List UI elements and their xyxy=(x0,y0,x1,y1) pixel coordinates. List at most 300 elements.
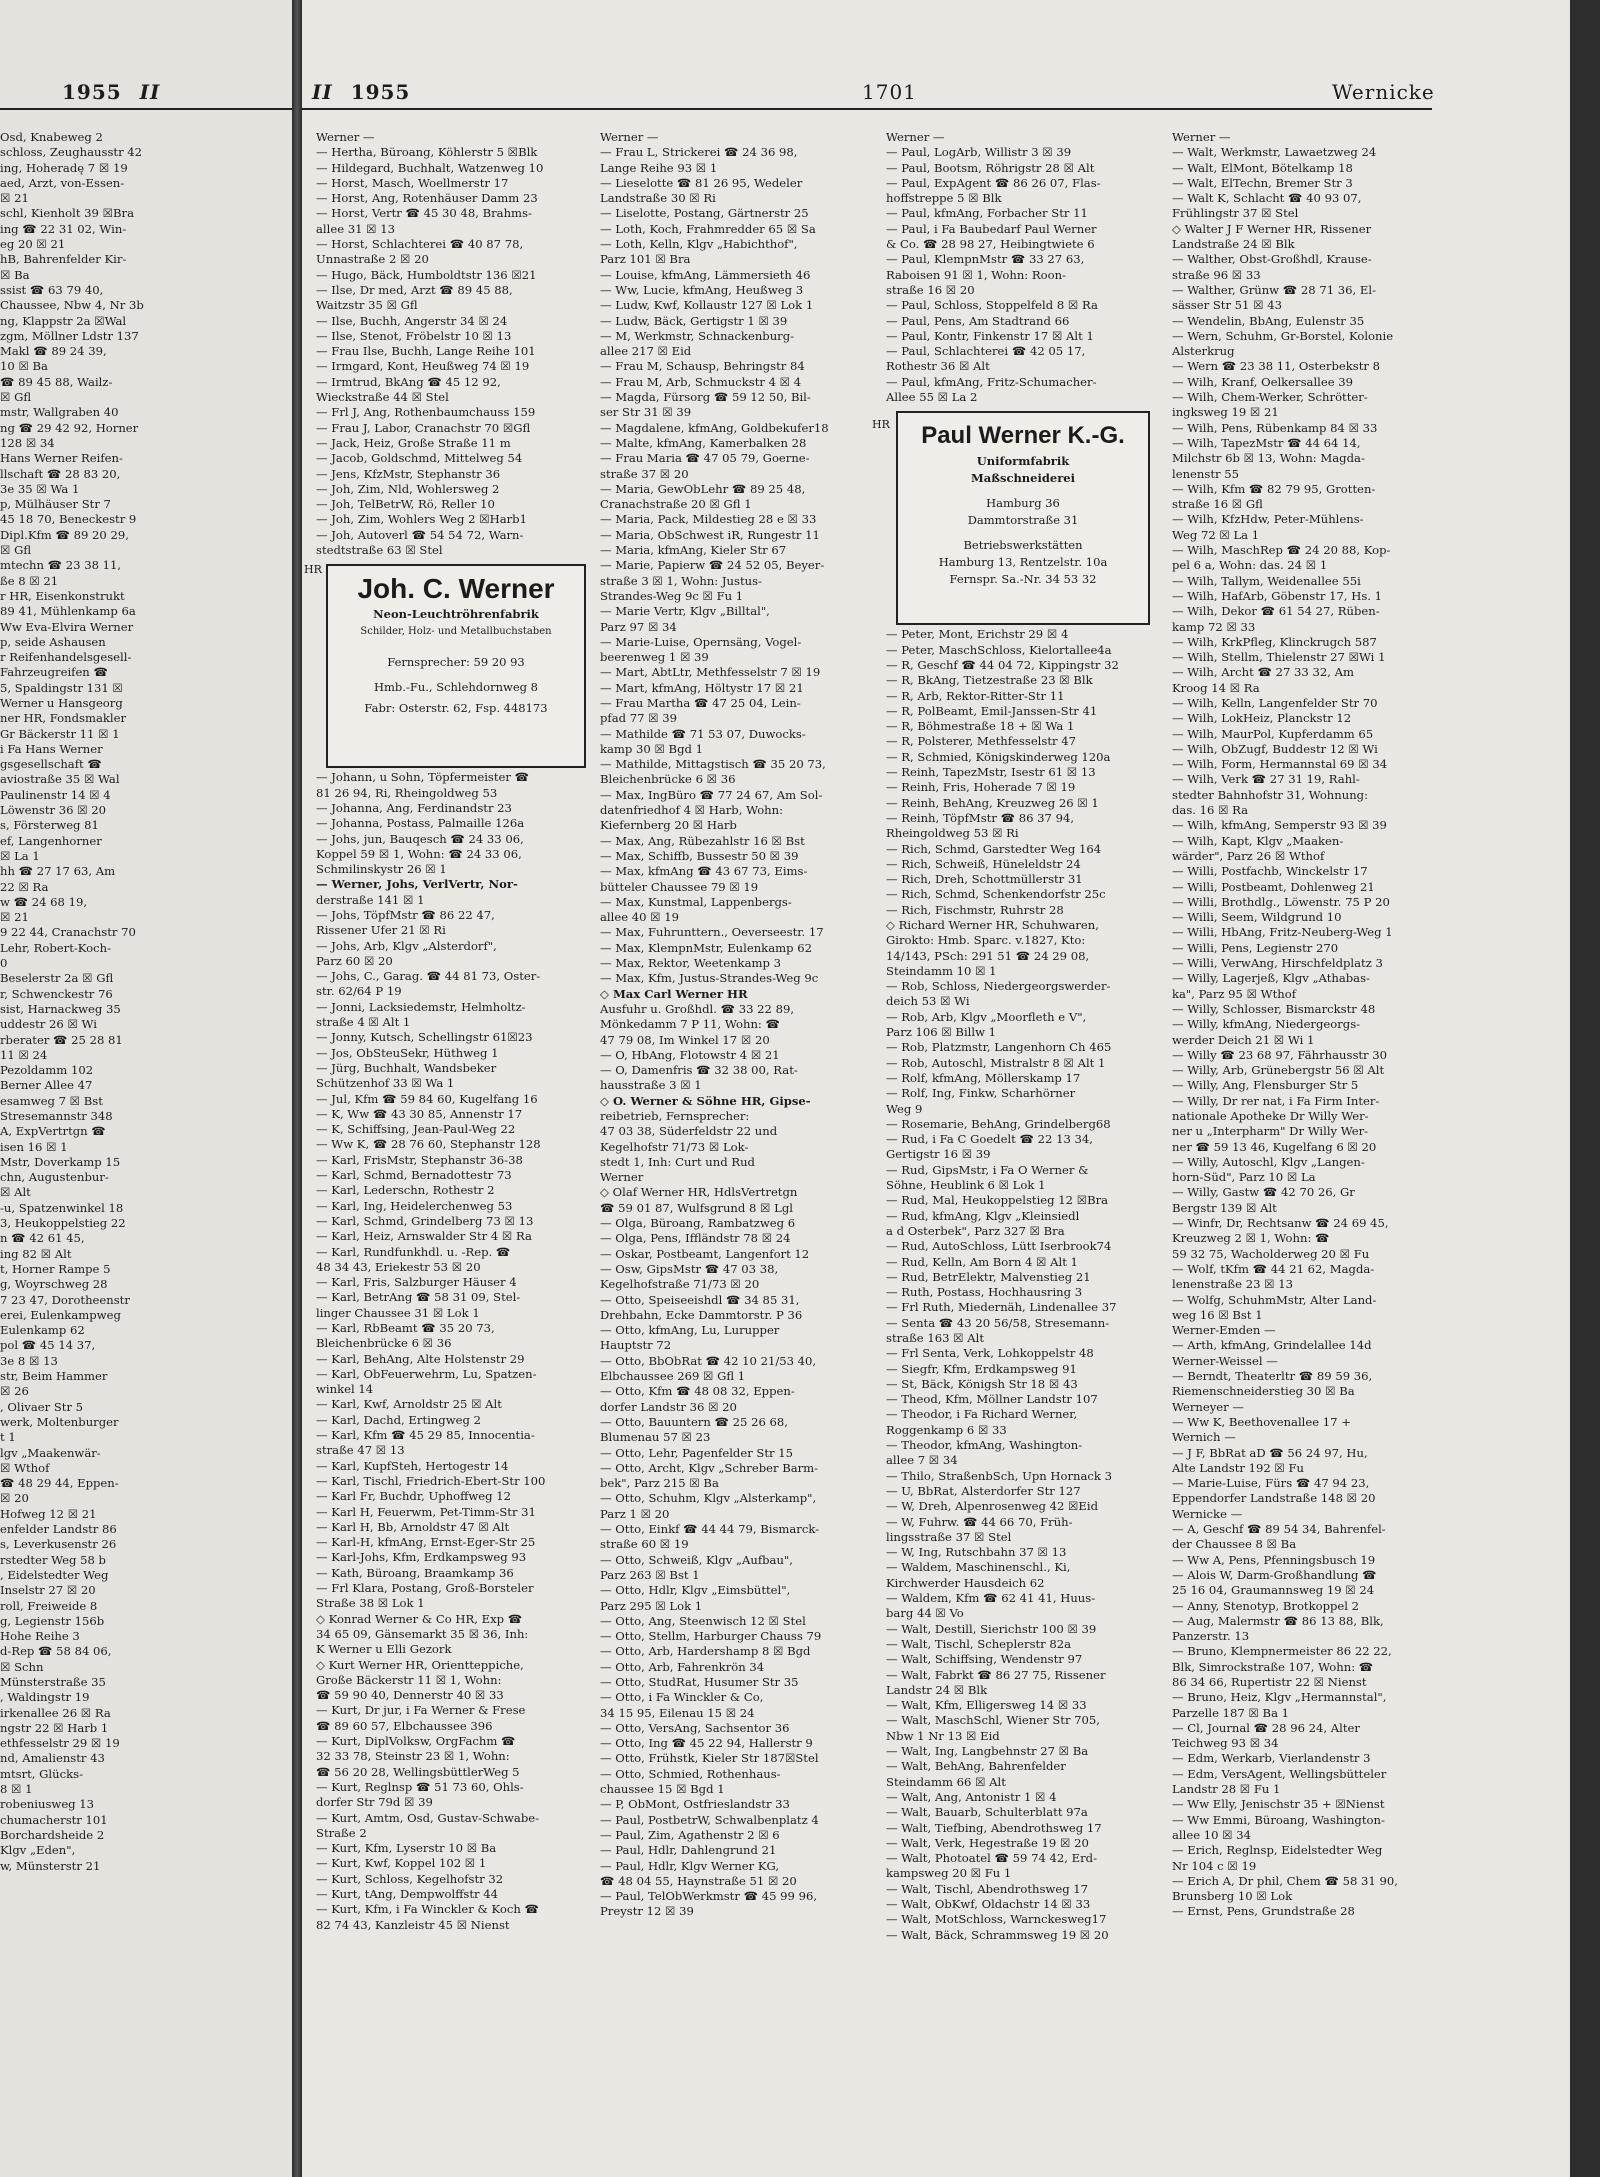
directory-entry: — Frl Ruth, Miedernäh, Lindenallee 37 xyxy=(886,1300,1117,1315)
directory-entry: — Willy ☎ 23 68 97, Fährhausstr 30 xyxy=(1172,1047,1388,1062)
directory-entry: Borchardsheide 2 xyxy=(0,1827,105,1842)
directory-entry: — Otto, Stellm, Harburger Chauss 79 xyxy=(600,1629,822,1644)
directory-entry: Osd, Knabeweg 2 xyxy=(0,130,103,144)
directory-entry: Preystr 12 ☒ 39 xyxy=(600,1904,694,1919)
directory-entry: schl, Kienholt 39 ☒Bra xyxy=(0,206,134,221)
directory-entry: lgv „Maakenwär- xyxy=(0,1445,101,1460)
directory-entry: — Marie-Luise, Fürs ☎ 47 94 23, xyxy=(1172,1476,1370,1491)
directory-entry: — Ludw, Bäck, Gertigstr 1 ☒ 39 xyxy=(600,313,788,328)
directory-entry: 11 ☒ 24 xyxy=(0,1047,48,1062)
directory-entry: — Willi, Postfachb, Winckelstr 17 xyxy=(1172,864,1368,879)
directory-entry: ingksweg 19 ☒ 21 xyxy=(1172,405,1279,420)
directory-entry: straße 37 ☒ 20 xyxy=(600,466,689,481)
directory-entry: horn-Süd", Parz 10 ☒ La xyxy=(1172,1170,1316,1185)
directory-entry: — Walt, Fabrkt ☎ 86 27 75, Rissener xyxy=(886,1667,1106,1682)
directory-entry: — Senta ☎ 43 20 56/58, Stresemann- xyxy=(886,1315,1110,1330)
directory-entry: — Wern ☎ 23 38 11, Osterbekstr 8 xyxy=(1172,359,1380,374)
directory-entry: — R, Arb, Rektor-Ritter-Str 11 xyxy=(886,688,1065,703)
directory-entry: — Frau J, Labor, Cranachstr 70 ☒Gfl xyxy=(316,420,531,435)
directory-entry: ☒ 21 xyxy=(0,910,29,925)
directory-entry: allee 10 ☒ 34 xyxy=(1172,1827,1252,1842)
directory-entry: — Rob, Schloss, Niedergeorgswerder- xyxy=(886,979,1111,994)
directory-entry: — Karl, Lederschn, Rothestr 2 xyxy=(316,1183,495,1198)
directory-entry: — Max, Ang, Rübezahlstr 16 ☒ Bst xyxy=(600,833,805,848)
directory-entry: ☒ Ba xyxy=(0,267,30,282)
book-gutter xyxy=(292,0,302,2177)
directory-entry: ◇ Konrad Werner & Co HR, Exp ☎ xyxy=(316,1611,523,1626)
directory-entry: Hohe Reihe 3 xyxy=(0,1629,80,1644)
directory-entry: ing 82 ☒ Alt xyxy=(0,1246,72,1261)
directory-entry: Schmilinskystr 26 ☒ 1 xyxy=(316,862,447,877)
directory-entry: Werner — xyxy=(600,130,659,144)
directory-entry: — St, Bäck, Königsh Str 18 ☒ 43 xyxy=(886,1376,1078,1391)
directory-entry: t, Horner Rampe 5 xyxy=(0,1261,111,1276)
directory-entry: — Peter, Mont, Erichstr 29 ☒ 4 xyxy=(886,627,1069,642)
directory-entry: Bleichenbrücke 6 ☒ 36 xyxy=(316,1336,452,1351)
ad-joh-c-werner-line4: Hmb.-Fu., Schlehdornweg 8 xyxy=(374,680,538,695)
directory-entry: straße 4 ☒ Alt 1 xyxy=(316,1015,411,1030)
directory-entry: — Theodor, kfmAng, Washington- xyxy=(886,1438,1083,1453)
directory-entry: — Karl, Schmd, Bernadottestr 73 xyxy=(316,1168,512,1183)
directory-entry: — Ww, Lucie, kfmAng, Heußweg 3 xyxy=(600,282,804,297)
directory-entry: ☒ Wthof xyxy=(0,1460,50,1475)
directory-entry: — Ww Emmi, Büroang, Washington- xyxy=(1172,1812,1385,1827)
directory-entry: Frühlingstr 37 ☒ Stel xyxy=(1172,206,1299,221)
directory-entry: — Frau Maria ☎ 47 05 79, Goerne- xyxy=(600,451,810,466)
directory-column-2 xyxy=(600,130,872,1920)
directory-entry: — R, Polsterer, Methfesselstr 47 xyxy=(886,734,1076,749)
directory-entry: — Jacob, Goldschmd, Mittelweg 54 xyxy=(316,451,523,466)
directory-entry: — Rolf, Ing, Finkw, Scharhörner xyxy=(886,1086,1076,1101)
directory-entry: — Bruno, Heiz, Klgv „Hermannstal", xyxy=(1172,1690,1387,1705)
directory-entry: 25 16 04, Graumannsweg 19 ☒ 24 xyxy=(1172,1583,1375,1598)
directory-entry: K Werner u Elli Gezork xyxy=(316,1642,452,1657)
directory-entry: — Maria, GewObLehr ☎ 89 25 48, xyxy=(600,481,806,496)
directory-entry: pel 6 a, Wohn: das. 24 ☒ 1 xyxy=(1172,558,1328,573)
directory-entry: — Max, Kunstmal, Lappenbergs- xyxy=(600,894,792,909)
directory-entry: — Paul, Hdlr, Dahlengrund 21 xyxy=(600,1843,777,1858)
directory-entry: — Loth, Kelln, Klgv „Habichthof", xyxy=(600,237,798,252)
directory-entry: — Otto, Archt, Klgv „Schreber Barm- xyxy=(600,1460,819,1475)
directory-entry: r, Schwenckestr 76 xyxy=(0,986,113,1001)
directory-entry: — Wilh, Stellm, Thielenstr 27 ☒Wi 1 xyxy=(1172,650,1386,665)
directory-entry: — Horst, Ang, Rotenhäuser Damm 23 xyxy=(316,191,538,206)
directory-entry: — Walt, Photoatel ☎ 59 74 42, Erd- xyxy=(886,1851,1098,1866)
directory-entry: — Walt, Bäck, Schrammsweg 19 ☒ 20 xyxy=(886,1927,1109,1942)
directory-entry: — Paul, Schlachterei ☎ 42 05 17, xyxy=(886,344,1086,359)
directory-entry: Gertigstr 16 ☒ 39 xyxy=(886,1147,991,1162)
directory-entry: Parz 60 ☒ 20 xyxy=(316,953,393,968)
directory-entry: lenenstr 55 xyxy=(1172,466,1239,481)
directory-entry: 22 ☒ Ra xyxy=(0,879,49,894)
directory-entry: — Walther, Grünw ☎ 28 71 36, El- xyxy=(1172,282,1376,297)
directory-entry: 47 03 38, Süderfeldstr 22 und xyxy=(600,1124,778,1139)
directory-entry: — Kath, Büroang, Braamkamp 36 xyxy=(316,1565,514,1580)
directory-entry: schloss, Zeughausstr 42 xyxy=(0,145,143,160)
directory-entry: — Paul, KlempnMstr ☎ 33 27 63, xyxy=(886,252,1085,267)
directory-entry: Mönkedamm 7 P 11, Wohn: ☎ xyxy=(600,1017,780,1032)
directory-entry: Rissener Ufer 21 ☒ Ri xyxy=(316,923,446,938)
directory-entry: ☒ 21 xyxy=(0,191,29,206)
directory-entry: — Kurt, Schloss, Kegelhofstr 32 xyxy=(316,1871,504,1886)
directory-entry: 82 74 43, Kanzleistr 45 ☒ Nienst xyxy=(316,1917,510,1932)
directory-entry: s, Leverkusenstr 26 xyxy=(0,1537,117,1552)
directory-entry: — Wilh, Kfm ☎ 82 79 95, Grotten- xyxy=(1172,481,1376,496)
directory-entry: nationale Apotheke Dr Willy Wer- xyxy=(1172,1109,1369,1123)
directory-entry: — Kurt, Kwf, Koppel 102 ☒ 1 xyxy=(316,1856,487,1871)
directory-entry: — Willi, Brothdlg., Löwenstr. 75 P 20 xyxy=(1172,894,1390,909)
directory-entry: — Walt, Bauarb, Schulterblatt 97a xyxy=(886,1805,1088,1820)
directory-entry: Milchstr 6b ☒ 13, Wohn: Magda- xyxy=(1172,451,1365,466)
directory-entry: allee 7 ☒ 34 xyxy=(886,1453,958,1468)
directory-entry: — Siegfr, Kfm, Erdkampsweg 91 xyxy=(886,1361,1077,1376)
directory-entry: — Marie-Luise, Opernsäng, Vogel- xyxy=(600,634,802,649)
directory-entry: chumacherstr 101 xyxy=(0,1812,108,1827)
directory-entry: w, Münsterstr 21 xyxy=(0,1858,101,1873)
directory-entry: — Willy, Dr rer nat, i Fa Firm Inter- xyxy=(1172,1093,1380,1108)
directory-entry: — Karl, BetrAng ☎ 58 31 09, Stel- xyxy=(316,1290,521,1305)
directory-entry: — Rob, Platzmstr, Langenhorn Ch 465 xyxy=(886,1040,1112,1055)
directory-entry: beerenweg 1 ☒ 39 xyxy=(600,650,709,665)
directory-entry: — R, BkAng, Tietzestraße 23 ☒ Blk xyxy=(886,673,1093,688)
directory-entry: Paulinenstr 14 ☒ 4 xyxy=(0,787,111,802)
directory-entry: ◇ O. Werner & Söhne HR, Gipse- xyxy=(600,1093,811,1108)
directory-entry: Eppendorfer Landstraße 148 ☒ 20 xyxy=(1172,1491,1376,1506)
directory-entry: Werner xyxy=(600,1170,644,1185)
directory-entry: Berner Allee 47 xyxy=(0,1078,93,1093)
directory-entry: ssist ☎ 63 79 40, xyxy=(0,282,104,297)
directory-entry: ☎ 59 90 40, Dennerstr 40 ☒ 33 xyxy=(316,1688,504,1703)
directory-entry: ef, Langenhorner xyxy=(0,833,102,848)
directory-entry: 8 ☒ 1 xyxy=(0,1782,33,1797)
directory-entry: — Frau M, Arb, Schmuckstr 4 ☒ 4 xyxy=(600,374,802,389)
directory-entry: — Willy, Gastw ☎ 42 70 26, Gr xyxy=(1172,1185,1355,1200)
directory-entry: — Paul, kfmAng, Fritz-Schumacher- xyxy=(886,374,1097,389)
page-number: 1701 xyxy=(862,80,917,104)
directory-entry: — Kurt, Kfm, i Fa Winckler & Koch ☎ xyxy=(316,1902,539,1917)
directory-entry: stedt 1, Inh: Curt und Rud xyxy=(600,1154,755,1169)
directory-entry: — Max, IngBüro ☎ 77 24 67, Am Sol- xyxy=(600,787,823,802)
directory-entry: — Karl, Tischl, Friedrich-Ebert-Str 100 xyxy=(316,1473,546,1488)
directory-entry: Werner u Hansgeorg xyxy=(0,695,123,710)
directory-entry: Parz 97 ☒ 34 xyxy=(600,619,677,634)
directory-entry: straße 96 ☒ 33 xyxy=(1172,267,1261,282)
directory-entry: — Aug, Malermstr ☎ 86 13 88, Blk, xyxy=(1172,1613,1384,1628)
directory-entry: — Olga, Büroang, Rambatzweg 6 xyxy=(600,1216,796,1231)
directory-entry: , Eidelstedter Weg xyxy=(0,1567,109,1582)
directory-entry: — Otto, Einkf ☎ 44 44 79, Bismarck- xyxy=(600,1522,820,1537)
directory-entry: lingsstraße 37 ☒ Stel xyxy=(886,1529,1012,1544)
directory-entry: Gr Bäckerstr 11 ☒ 1 xyxy=(0,726,120,741)
directory-entry: — Horst, Vertr ☎ 45 30 48, Brahms- xyxy=(316,206,532,221)
directory-entry: sist, Harnackweg 35 xyxy=(0,1001,121,1016)
directory-entry: Cranachstraße 20 ☒ Gfl 1 xyxy=(600,497,752,512)
directory-entry: Straße 38 ☒ Lok 1 xyxy=(316,1596,425,1611)
directory-entry: Parz 1 ☒ 20 xyxy=(600,1506,670,1521)
directory-entry: — Walt, Verk, Hegestraße 19 ☒ 20 xyxy=(886,1835,1089,1850)
directory-entry: Klgv „Eden", xyxy=(0,1843,76,1858)
directory-entry: — J F, BbRat aD ☎ 56 24 97, Hu, xyxy=(1172,1445,1368,1460)
directory-entry: Landstr 24 ☒ Blk xyxy=(886,1682,988,1697)
directory-entry: nd, Amalienstr 43 xyxy=(0,1751,105,1766)
directory-entry: bütteler Chaussee 79 ☒ 19 xyxy=(600,879,759,894)
directory-entry: — Max, kfmAng ☎ 43 67 73, Eims- xyxy=(600,864,808,879)
directory-entry: Wernicke — xyxy=(1172,1506,1243,1521)
directory-entry: — Walt, BehAng, Bahrenfelder xyxy=(886,1759,1066,1774)
directory-entry: 0 xyxy=(0,956,8,971)
ad-paul-werner-kg-line1: Uniformfabrik xyxy=(976,454,1070,469)
directory-entry: — Walt, Destill, Sierichstr 100 ☒ 39 xyxy=(886,1621,1097,1636)
right-page xyxy=(302,0,1600,2177)
directory-entry: — Hildegard, Buchhalt, Watzenweg 10 xyxy=(316,160,544,175)
directory-entry: , Waldingstr 19 xyxy=(0,1690,90,1705)
directory-entry: weg 16 ☒ Bst 1 xyxy=(1172,1307,1263,1322)
directory-entry: Kegelhofstraße 71/73 ☒ 20 xyxy=(600,1277,760,1292)
directory-entry: — Irmgard, Kont, Heußweg 74 ☒ 19 xyxy=(316,359,530,374)
directory-entry: Parzelle 187 ☒ Ba 1 xyxy=(1172,1705,1290,1720)
ad-paul-werner-kg-line3: Hamburg 36 xyxy=(986,496,1060,511)
directory-entry: Kegelhofstr 71/73 ☒ Lok- xyxy=(600,1139,749,1154)
directory-entry: 10 ☒ Ba xyxy=(0,359,48,374)
left-page xyxy=(0,0,292,2177)
directory-entry: Werneyer — xyxy=(1172,1399,1244,1414)
directory-entry: Straße 2 xyxy=(316,1825,367,1840)
left-header-year: 1955 xyxy=(62,80,122,104)
directory-entry: — Wendelin, BbAng, Eulenstr 35 xyxy=(1172,313,1365,328)
directory-entry: Kiefernberg 20 ☒ Harb xyxy=(600,818,737,833)
directory-entry: ☎ 48 29 44, Eppen- xyxy=(0,1476,119,1491)
directory-entry: hausstraße 3 ☒ 1 xyxy=(600,1078,702,1093)
directory-entry: Große Bäckerstr 11 ☒ 1, Wohn: xyxy=(316,1672,502,1687)
directory-entry: — Wilh, HafArb, Göbenstr 17, Hs. 1 xyxy=(1172,588,1383,603)
directory-entry: ng ☎ 29 42 92, Horner xyxy=(0,420,139,435)
directory-entry: straße 60 ☒ 19 xyxy=(600,1537,689,1552)
directory-entry: — R, Geschf ☎ 44 04 72, Kippingstr 32 xyxy=(886,657,1119,672)
directory-entry: Alsterkrug xyxy=(1172,344,1235,359)
directory-entry: 128 ☒ 34 xyxy=(0,435,55,450)
directory-entry: — K, Ww ☎ 43 30 85, Annenstr 17 xyxy=(316,1106,523,1121)
directory-entry: — Edm, Werkarb, Vierlandenstr 3 xyxy=(1172,1751,1371,1766)
directory-entry: Kroog 14 ☒ Ra xyxy=(1172,680,1260,695)
directory-entry: Mstr, Doverkamp 15 xyxy=(0,1154,121,1169)
directory-entry: — Rud, Mal, Heukoppelstieg 12 ☒Bra xyxy=(886,1193,1109,1208)
directory-entry: Unnastraße 2 ☒ 20 xyxy=(316,252,429,267)
directory-entry: — Rud, BetrElektr, Malvenstieg 21 xyxy=(886,1269,1091,1284)
directory-entry: — Rud, i Fa C Goedelt ☎ 22 13 34, xyxy=(886,1132,1093,1147)
directory-entry: ße 8 ☒ 21 xyxy=(0,573,59,588)
directory-entry: pfad 77 ☒ 39 xyxy=(600,711,678,726)
directory-entry: — Werner, Johs, VerlVertr, Nor- xyxy=(316,877,518,892)
directory-entry: — Arth, kfmAng, Grindelallee 14d xyxy=(1172,1338,1372,1353)
directory-entry: — Wilh, Archt ☎ 27 33 32, Am xyxy=(1172,665,1354,680)
directory-entry: Münsterstraße 35 xyxy=(0,1674,106,1689)
left-page-column xyxy=(0,130,290,1874)
directory-entry: Elbchaussee 269 ☒ Gfl 1 xyxy=(600,1369,746,1384)
directory-entry: — Ernst, Pens, Grundstraße 28 xyxy=(1172,1904,1355,1919)
directory-entry: 5, Spaldingstr 131 ☒ xyxy=(0,680,123,695)
directory-entry: — Alois W, Darm-Großhandlung ☎ xyxy=(1172,1567,1377,1582)
directory-entry: — Kurt, tAng, Dempwolffstr 44 xyxy=(316,1886,499,1901)
right-header-rule xyxy=(302,108,1432,110)
directory-entry: — Wolfg, SchuhmMstr, Alter Land- xyxy=(1172,1292,1377,1307)
directory-entry: — Waldem, Maschinenschl., Ki, xyxy=(886,1560,1071,1575)
directory-entry: — Ww A, Pens, Pfenningsbusch 19 xyxy=(1172,1552,1376,1567)
directory-entry: das. 16 ☒ Ra xyxy=(1172,803,1249,818)
directory-entry: — Rolf, kfmAng, Möllerskamp 17 xyxy=(886,1070,1081,1085)
ad-joh-c-werner-hr-mark: HR xyxy=(304,563,322,577)
directory-entry: — Walt, Kfm, Elligersweg 14 ☒ 33 xyxy=(886,1698,1087,1713)
directory-entry: ☎ 89 45 88, Wailz- xyxy=(0,374,113,389)
directory-entry: — Karl H, Feuerwm, Pet-Timm-Str 31 xyxy=(316,1504,536,1519)
directory-entry: hh ☎ 27 17 63, Am xyxy=(0,864,116,879)
directory-entry: — Erich, Reglnsp, Eidelstedter Weg xyxy=(1172,1843,1383,1858)
directory-entry: lenenstraße 23 ☒ 13 xyxy=(1172,1277,1293,1292)
directory-entry: — Joh, Autoverl ☎ 54 54 72, Warn- xyxy=(316,527,524,542)
directory-entry: — Willi, Postbeamt, Dohlenweg 21 xyxy=(1172,879,1375,894)
directory-entry: — Theod, Kfm, Möllner Landstr 107 xyxy=(886,1392,1098,1407)
directory-entry: — Wilh, MaurPol, Kupferdamm 65 xyxy=(1172,726,1374,741)
directory-entry: — Horst, Masch, Woellmerstr 17 xyxy=(316,175,509,190)
directory-entry: straße 16 ☒ 20 xyxy=(886,282,975,297)
directory-entry: Panzerstr. 13 xyxy=(1172,1629,1250,1644)
ad-joh-c-werner-name: Joh. C. Werner xyxy=(357,573,555,605)
directory-entry: Roggenkamp 6 ☒ 33 xyxy=(886,1422,1007,1437)
directory-entry: — Willy, kfmAng, Niedergeorgs- xyxy=(1172,1017,1361,1032)
directory-entry: 34 15 95, Eilenau 15 ☒ 24 xyxy=(600,1705,755,1720)
directory-entry: — Karl Fr, Buchdr, Uphoffweg 12 xyxy=(316,1489,511,1504)
directory-entry: straße 47 ☒ 13 xyxy=(316,1443,405,1458)
directory-entry: der Chaussee 8 ☒ Ba xyxy=(1172,1537,1297,1552)
directory-entry: — Rud, AutoSchloss, Lütt Iserbrook74 xyxy=(886,1239,1112,1254)
directory-entry: — Kurt, Kfm, Lyserstr 10 ☒ Ba xyxy=(316,1841,497,1856)
directory-entry: wärder", Parz 26 ☒ Wthof xyxy=(1172,848,1325,863)
directory-entry: bek", Parz 215 ☒ Ba xyxy=(600,1476,719,1491)
directory-entry: straße 3 ☒ 1, Wohn: Justus- xyxy=(600,573,762,588)
ad-paul-werner-kg-slot xyxy=(872,405,1158,627)
directory-entry: — Rud, GipsMstr, i Fa O Werner & xyxy=(886,1162,1089,1177)
directory-entry: — Frau L, Strickerei ☎ 24 36 98, xyxy=(600,145,798,160)
directory-entry: Werner — xyxy=(316,130,375,144)
directory-entry: ☎ 56 20 28, WellingsbüttlerWeg 5 xyxy=(316,1764,520,1779)
directory-entry: p, seide Ashausen xyxy=(0,634,106,649)
ad-paul-werner-kg-line7: Fernspr. Sa.-Nr. 34 53 32 xyxy=(949,572,1097,587)
directory-entry: 45 18 70, Beneckestr 9 xyxy=(0,512,137,527)
directory-entry: — Kurt, Dr jur, i Fa Werner & Frese xyxy=(316,1703,526,1718)
directory-entry: — Winfr, Dr, Rechtsanw ☎ 24 69 45, xyxy=(1172,1216,1389,1231)
directory-entry: — Jürg, Buchhalt, Wandsbeker xyxy=(316,1060,497,1075)
directory-entry: werk, Moltenburger xyxy=(0,1414,119,1429)
ad-paul-werner-kg-line4: Dammtorstraße 31 xyxy=(967,513,1079,528)
directory-entry: — Paul, Hdlr, Klgv Werner KG, xyxy=(600,1858,780,1873)
directory-entry: — Paul, Zim, Agathenstr 2 ☒ 6 xyxy=(600,1827,780,1842)
directory-entry: n ☎ 42 61 45, xyxy=(0,1231,85,1246)
directory-entry: — W, Ing, Rutschbahn 37 ☒ 13 xyxy=(886,1545,1067,1560)
directory-entry: — Kurt, DiplVolksw, OrgFachm ☎ xyxy=(316,1734,516,1749)
directory-entry: allee 31 ☒ 13 xyxy=(316,221,396,236)
directory-entry: Allee 55 ☒ La 2 xyxy=(886,390,978,405)
directory-entry: — Frau Ilse, Buchh, Lange Reihe 101 xyxy=(316,344,536,359)
directory-entry: — Willy, Schlosser, Bismarckstr 48 xyxy=(1172,1001,1376,1016)
directory-entry: ◇ Max Carl Werner HR xyxy=(600,986,748,1001)
directory-entry: gsgesellschaft ☎ xyxy=(0,757,102,772)
directory-entry: stedtstraße 63 ☒ Stel xyxy=(316,543,443,558)
directory-entry: — Kurt, Reglnsp ☎ 51 73 60, Ohls- xyxy=(316,1779,524,1794)
directory-entry: — Lieselotte ☎ 81 26 95, Wedeler xyxy=(600,175,803,190)
ad-joh-c-werner-line3: Fernsprecher: 59 20 93 xyxy=(387,655,525,670)
directory-entry: — K, Schiffsing, Jean-Paul-Weg 22 xyxy=(316,1122,516,1137)
directory-entry: deich 53 ☒ Wi xyxy=(886,994,970,1009)
directory-entry: — Jonni, Lacksiedemstr, Helmholtz- xyxy=(316,999,526,1014)
directory-entry: — Karl, Kfm ☎ 45 29 85, Innocentia- xyxy=(316,1428,535,1443)
directory-entry: — Wilh, Kelln, Langenfelder Str 70 xyxy=(1172,695,1378,710)
directory-entry: — Thilo, StraßenbSch, Upn Hornack 3 xyxy=(886,1468,1113,1483)
ad-paul-werner-kg-name: Paul Werner K.-G. xyxy=(921,422,1125,450)
running-title: Wernicke xyxy=(1332,80,1435,104)
directory-entry: rberater ☎ 25 28 81 xyxy=(0,1032,123,1047)
ad-paul-werner-kg xyxy=(896,411,1150,625)
directory-entry: 89 41, Mühlenkamp 6a xyxy=(0,604,136,619)
directory-entry: — Joh, Zim, Wohlers Weg 2 ☒Harb1 xyxy=(316,512,527,527)
directory-entry: Rothestr 36 ☒ Alt xyxy=(886,359,990,374)
directory-entry: robeniusweg 13 xyxy=(0,1797,95,1812)
directory-entry: Werner — xyxy=(1172,130,1231,144)
directory-entry: — Oskar, Postbeamt, Langenfort 12 xyxy=(600,1246,810,1261)
directory-entry: str, Beim Hammer xyxy=(0,1369,108,1384)
directory-entry: — Walt, MaschSchl, Wiener Str 705, xyxy=(886,1713,1100,1728)
directory-entry: — Kurt, Amtm, Osd, Gustav-Schwabe- xyxy=(316,1810,540,1825)
directory-entry: — Walt, ElTechn, Bremer Str 3 xyxy=(1172,175,1353,190)
directory-entry: — Louise, kfmAng, Lämmersieth 46 xyxy=(600,267,811,282)
directory-column-4 xyxy=(1172,130,1444,1920)
directory-entry: — Cl, Journal ☎ 28 96 24, Alter xyxy=(1172,1720,1360,1735)
directory-entry: stedter Bahnhofstr 31, Wohnung: xyxy=(1172,787,1369,802)
directory-entry: Lange Reihe 93 ☒ 1 xyxy=(600,160,718,175)
directory-entry: 9 22 44, Cranachstr 70 xyxy=(0,925,136,940)
directory-entry: — Walt, Werkmstr, Lawaetzweg 24 xyxy=(1172,145,1377,160)
directory-entry: ☒ Schn xyxy=(0,1659,44,1674)
directory-entry: — Willy, Lagerjeß, Klgv „Athabas- xyxy=(1172,971,1370,986)
directory-entry: A, ExpVertrtgn ☎ xyxy=(0,1124,106,1139)
directory-entry: Lehr, Robert-Koch- xyxy=(0,940,111,955)
directory-entry: — Karl, Dachd, Ertingweg 2 xyxy=(316,1412,481,1427)
directory-entry: 7 23 47, Dorotheenstr xyxy=(0,1292,130,1307)
directory-entry: dorfer Landstr 36 ☒ 20 xyxy=(600,1399,737,1414)
directory-entry: — Max, Fuhrunttern., Oeverseestr. 17 xyxy=(600,925,824,940)
directory-entry: — Johs, C., Garag. ☎ 44 81 73, Oster- xyxy=(316,969,541,984)
directory-entry: — Otto, Frühstk, Kieler Str 187☒Stel xyxy=(600,1751,819,1766)
directory-entry: — Karl, Ing, Heidelerchenweg 53 xyxy=(316,1198,513,1213)
directory-entry: — O, HbAng, Flotowstr 4 ☒ 21 xyxy=(600,1047,780,1062)
right-page-header-left xyxy=(312,80,410,104)
directory-entry: enfelder Landstr 86 xyxy=(0,1522,117,1537)
directory-entry: — Karl-Johs, Kfm, Erdkampsweg 93 xyxy=(316,1550,527,1565)
directory-entry: g, Woyrschweg 28 xyxy=(0,1277,108,1292)
directory-entry: — Johs, Arb, Klgv „Alsterdorf", xyxy=(316,938,497,953)
directory-entry: — Willi, HbAng, Fritz-Neuberg-Weg 1 xyxy=(1172,925,1393,940)
directory-entry: 32 33 78, Steinstr 23 ☒ 1, Wohn: xyxy=(316,1749,510,1764)
directory-entry: Beselerstr 2a ☒ Gfl xyxy=(0,971,114,986)
directory-entry: — Wilh, Verk ☎ 27 31 19, Rahl- xyxy=(1172,772,1360,787)
directory-entry: — Anny, Stenotyp, Brotkoppel 2 xyxy=(1172,1598,1360,1613)
directory-entry: Makl ☎ 89 24 39, xyxy=(0,344,107,359)
directory-entry: — Ludw, Kwf, Kollaustr 127 ☒ Lok 1 xyxy=(600,298,814,313)
directory-entry: — Rich, Fischmstr, Ruhrstr 28 xyxy=(886,902,1064,917)
directory-entry: hoffstreppe 5 ☒ Blk xyxy=(886,191,1002,206)
directory-entry: — U, BbRat, Alsterdorfer Str 127 xyxy=(886,1483,1081,1498)
directory-entry: Hauptstr 72 xyxy=(600,1338,672,1353)
directory-entry: — Johanna, Postass, Palmaille 126a xyxy=(316,816,525,831)
directory-entry: Stresemannstr 348 xyxy=(0,1109,113,1123)
